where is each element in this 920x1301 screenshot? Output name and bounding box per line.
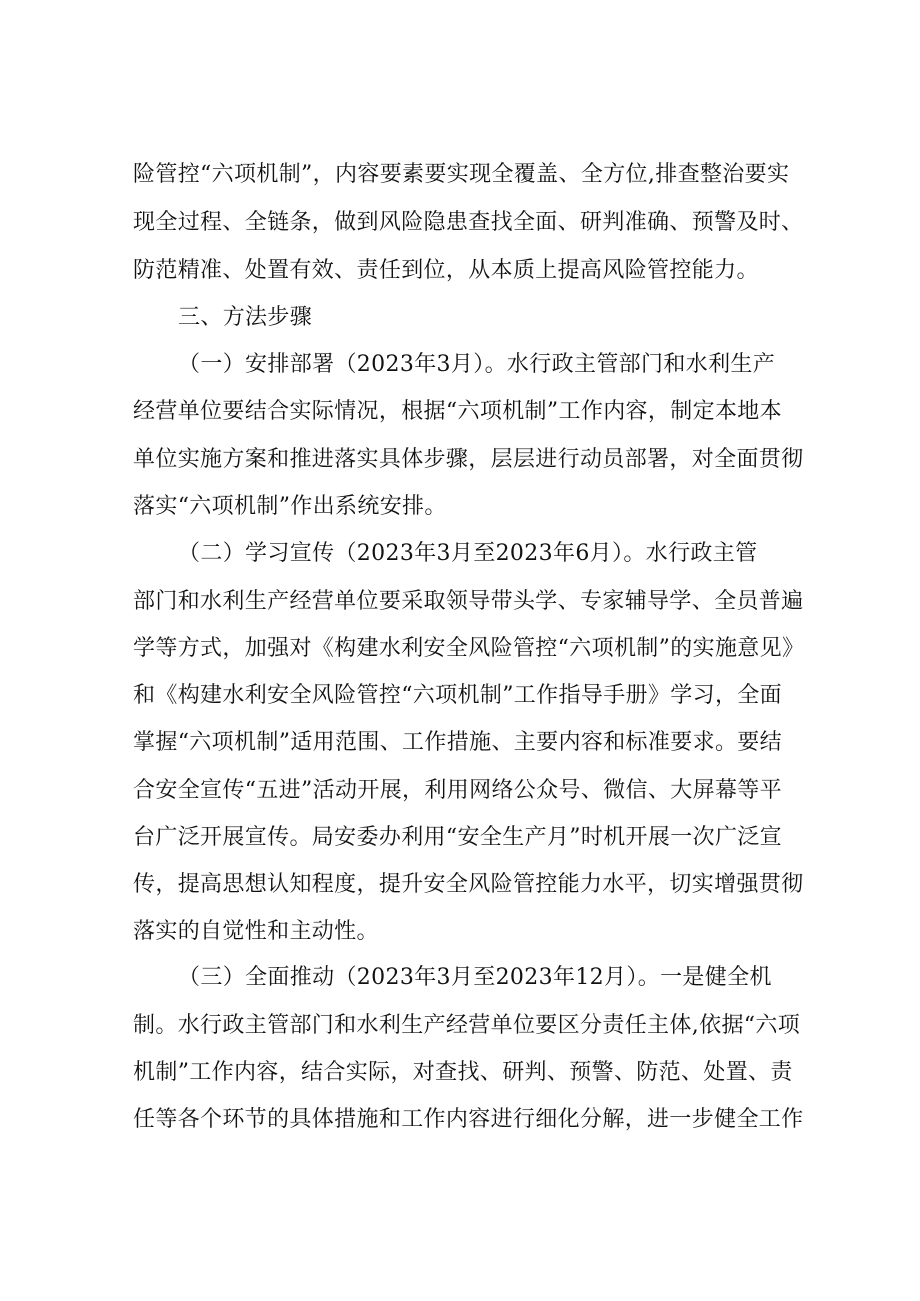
body-text-line: 机制”工作内容，结合实际，对查找、研判、预警、防范、处置、责 bbox=[133, 1060, 793, 1085]
body-text-line: 掌握“六项机制”适用范围、工作措施、主要内容和标准要求。要结 bbox=[133, 730, 782, 755]
body-text-line: 险管控“六项机制”，内容要素要实现全覆盖、全方位,排查整治要实 bbox=[133, 162, 790, 187]
subsection-heading-line: （二）学习宣传（2023年3月至2023年6月）。水行政主管 bbox=[178, 541, 758, 566]
subsection-heading-line: （一）安排部署（2023年3月）。水行政主管部门和水利生产 bbox=[178, 352, 776, 377]
body-text-line: 落实的自觉性和主动性。 bbox=[133, 919, 379, 944]
body-text-line: 任等各个环节的具体措施和工作内容进行细化分解，进一步健全工作 bbox=[133, 1107, 804, 1132]
body-text-line: 防范精准、处置有效、责任到位，从本质上提高风险管控能力。 bbox=[133, 258, 759, 283]
body-text-line: 部门和水利生产经营单位要采取领导带头学、专家辅导学、全员普遍 bbox=[133, 589, 804, 614]
body-text-line: 单位实施方案和推进落实具体步骤，层层进行动员部署，对全面贯彻 bbox=[133, 447, 804, 472]
body-text-line: 学等方式，加强对《构建水利安全风险管控“六项机制”的实施意见》 bbox=[133, 636, 805, 661]
body-text-line: 台广泛开展宣传。局安委办利用“安全生产月”时机开展一次广泛宣 bbox=[133, 825, 782, 850]
body-text-line: 制。水行政主管部门和水利生产经营单位要区分责任主体,依据“六项 bbox=[133, 1013, 801, 1038]
subsection-heading-line: （三）全面推动（2023年3月至2023年12月）。一是健全机 bbox=[178, 965, 772, 990]
body-text-line: 和《构建水利安全风险管控“六项机制”工作指导手册》学习，全面 bbox=[133, 683, 782, 708]
body-text-line: 落实“六项机制”作出系统安排。 bbox=[133, 494, 447, 519]
body-text-line: 经营单位要结合实际情况，根据“六项机制”工作内容，制定本地本 bbox=[133, 399, 782, 424]
section-heading: 三、方法步骤 bbox=[178, 305, 313, 330]
body-text-line: 现全过程、全链条，做到风险隐患查找全面、研判准确、预警及时、 bbox=[133, 210, 804, 235]
body-text-line: 合安全宣传“五进”活动开展，利用网络公众号、微信、大屏幕等平 bbox=[133, 778, 782, 803]
body-text-line: 传，提高思想认知程度，提升安全风险管控能力水平，切实增强贯彻 bbox=[133, 872, 804, 897]
